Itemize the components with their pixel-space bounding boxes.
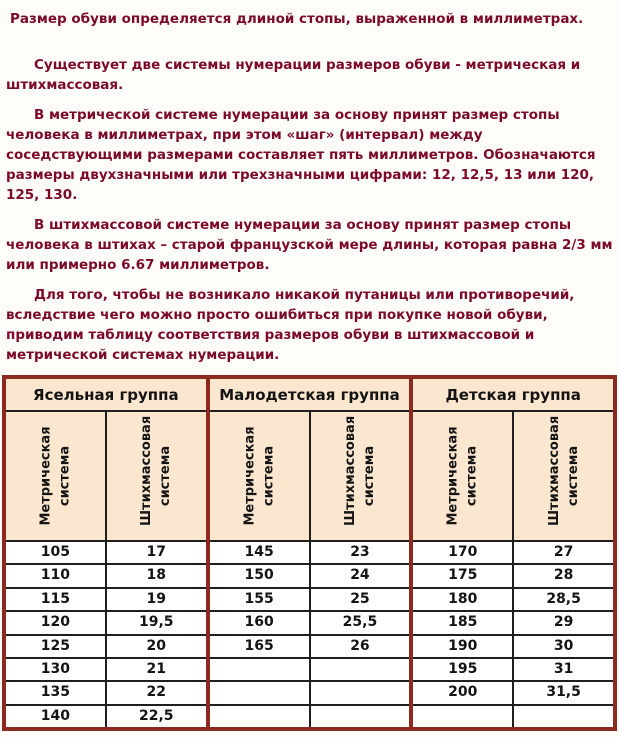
stitch-system-label: Штихмассовая система <box>342 415 377 526</box>
table-cell: 31,5 <box>512 682 613 703</box>
table-row <box>6 565 206 588</box>
table-cell: 24 <box>309 565 410 586</box>
table-row <box>210 589 410 612</box>
system-header-row <box>413 412 613 542</box>
table-cell: 155 <box>210 589 309 610</box>
paragraph-shoe-size-definition: Размер обуви определяется длиной стопы, выраженной в миллиметрах. <box>10 11 584 27</box>
table-cell: 19 <box>105 589 206 610</box>
metric-system-label: Метрическая система <box>242 426 277 526</box>
table-cell: 22 <box>105 682 206 703</box>
intro-text <box>2 9 617 365</box>
table-cell <box>309 659 410 680</box>
stitch-system-header-cell <box>512 412 613 540</box>
table-cell <box>210 706 309 727</box>
table-cell <box>210 682 309 703</box>
table-cell: 145 <box>210 542 309 563</box>
metric-system-header-cell <box>413 412 512 540</box>
table-row <box>413 659 613 682</box>
table-group-children <box>409 379 613 727</box>
group-rows <box>6 542 206 727</box>
table-cell: 140 <box>6 706 105 727</box>
table-row <box>6 542 206 565</box>
table-row <box>413 589 613 612</box>
table-cell: 175 <box>413 565 512 586</box>
table-cell <box>309 682 410 703</box>
table-cell: 26 <box>309 636 410 657</box>
table-row <box>413 682 613 705</box>
table-row <box>6 612 206 635</box>
table-row <box>210 542 410 565</box>
table-cell: 200 <box>413 682 512 703</box>
table-cell: 21 <box>105 659 206 680</box>
stitch-system-header-cell <box>105 412 206 540</box>
table-cell: 130 <box>6 659 105 680</box>
shoe-size-table <box>2 375 617 731</box>
table-cell <box>309 706 410 727</box>
table-row <box>413 636 613 659</box>
table-cell: 125 <box>6 636 105 657</box>
group-title: Малодетская группа <box>210 379 410 412</box>
table-cell: 120 <box>6 612 105 633</box>
table-row <box>413 706 613 727</box>
table-cell: 190 <box>413 636 512 657</box>
system-header-row <box>210 412 410 542</box>
metric-system-header-cell <box>210 412 309 540</box>
table-row <box>210 706 410 727</box>
table-row <box>6 589 206 612</box>
table-cell: 170 <box>413 542 512 563</box>
group-title: Детская группа <box>413 379 613 412</box>
table-cell: 22,5 <box>105 706 206 727</box>
table-cell: 29 <box>512 612 613 633</box>
table-row <box>210 612 410 635</box>
table-cell: 25 <box>309 589 410 610</box>
table-group-nursery <box>6 379 206 727</box>
table-cell: 17 <box>105 542 206 563</box>
table-cell: 160 <box>210 612 309 633</box>
table-cell: 185 <box>413 612 512 633</box>
table-cell: 19,5 <box>105 612 206 633</box>
table-cell: 165 <box>210 636 309 657</box>
table-cell: 20 <box>105 636 206 657</box>
table-row <box>413 612 613 635</box>
table-cell: 23 <box>309 542 410 563</box>
table-row <box>6 682 206 705</box>
table-group-toddler <box>206 379 410 727</box>
paragraph-metric-system: В метрической системе нумерации за основу принят размер стопы человека в миллиметрах, при этом «шаг» (интервал) между соседствующими размерами составляет пять миллиметров. Обозначаются размеры двухзначными или трехзначными цифрами: 12, 12,5, 13 или 120, 125, 130. <box>6 107 596 203</box>
group-rows <box>413 542 613 727</box>
group-rows <box>210 542 410 727</box>
table-cell: 195 <box>413 659 512 680</box>
table-cell: 31 <box>512 659 613 680</box>
table-cell: 28,5 <box>512 589 613 610</box>
table-cell: 28 <box>512 565 613 586</box>
paragraph-table-intro: Для того, чтобы не возникало никакой путаницы или противоречий, вследствие чего можно просто ошибиться при покупке новой обуви, приводим таблицу соответствия размеров обуви в штихмассовой и метрической системах нумерации. <box>6 287 575 363</box>
table-cell: 150 <box>210 565 309 586</box>
paragraph-stitch-system: В штихмассовой системе нумерации за основу принят размер стопы человека в штихах – старой французской мере длины, которая равна 2/3 мм или примерно 6.67 миллиметров. <box>6 217 613 273</box>
table-cell <box>210 659 309 680</box>
metric-system-header-cell <box>6 412 105 540</box>
table-cell: 110 <box>6 565 105 586</box>
table-cell: 30 <box>512 636 613 657</box>
stitch-system-header-cell <box>309 412 410 540</box>
table-row <box>6 706 206 727</box>
table-cell <box>512 706 613 727</box>
table-row <box>413 542 613 565</box>
table-cell: 180 <box>413 589 512 610</box>
table-row <box>210 636 410 659</box>
stitch-system-label: Штихмассовая система <box>546 415 581 526</box>
metric-system-label: Метрическая система <box>38 426 73 526</box>
table-row <box>413 565 613 588</box>
table-cell: 115 <box>6 589 105 610</box>
table-cell: 25,5 <box>309 612 410 633</box>
table-cell: 18 <box>105 565 206 586</box>
stitch-system-label: Штихмассовая система <box>139 415 174 526</box>
table-row <box>6 636 206 659</box>
table-row <box>210 682 410 705</box>
metric-system-label: Метрическая система <box>445 426 480 526</box>
system-header-row <box>6 412 206 542</box>
group-title: Ясельная группа <box>6 379 206 412</box>
table-cell <box>413 706 512 727</box>
table-cell: 135 <box>6 682 105 703</box>
table-row <box>210 565 410 588</box>
table-cell: 105 <box>6 542 105 563</box>
table-row <box>6 659 206 682</box>
table-row <box>210 659 410 682</box>
paragraph-two-systems: Существует две системы нумерации размеров обуви - метрическая и штихмассовая. <box>6 57 581 93</box>
table-cell: 27 <box>512 542 613 563</box>
